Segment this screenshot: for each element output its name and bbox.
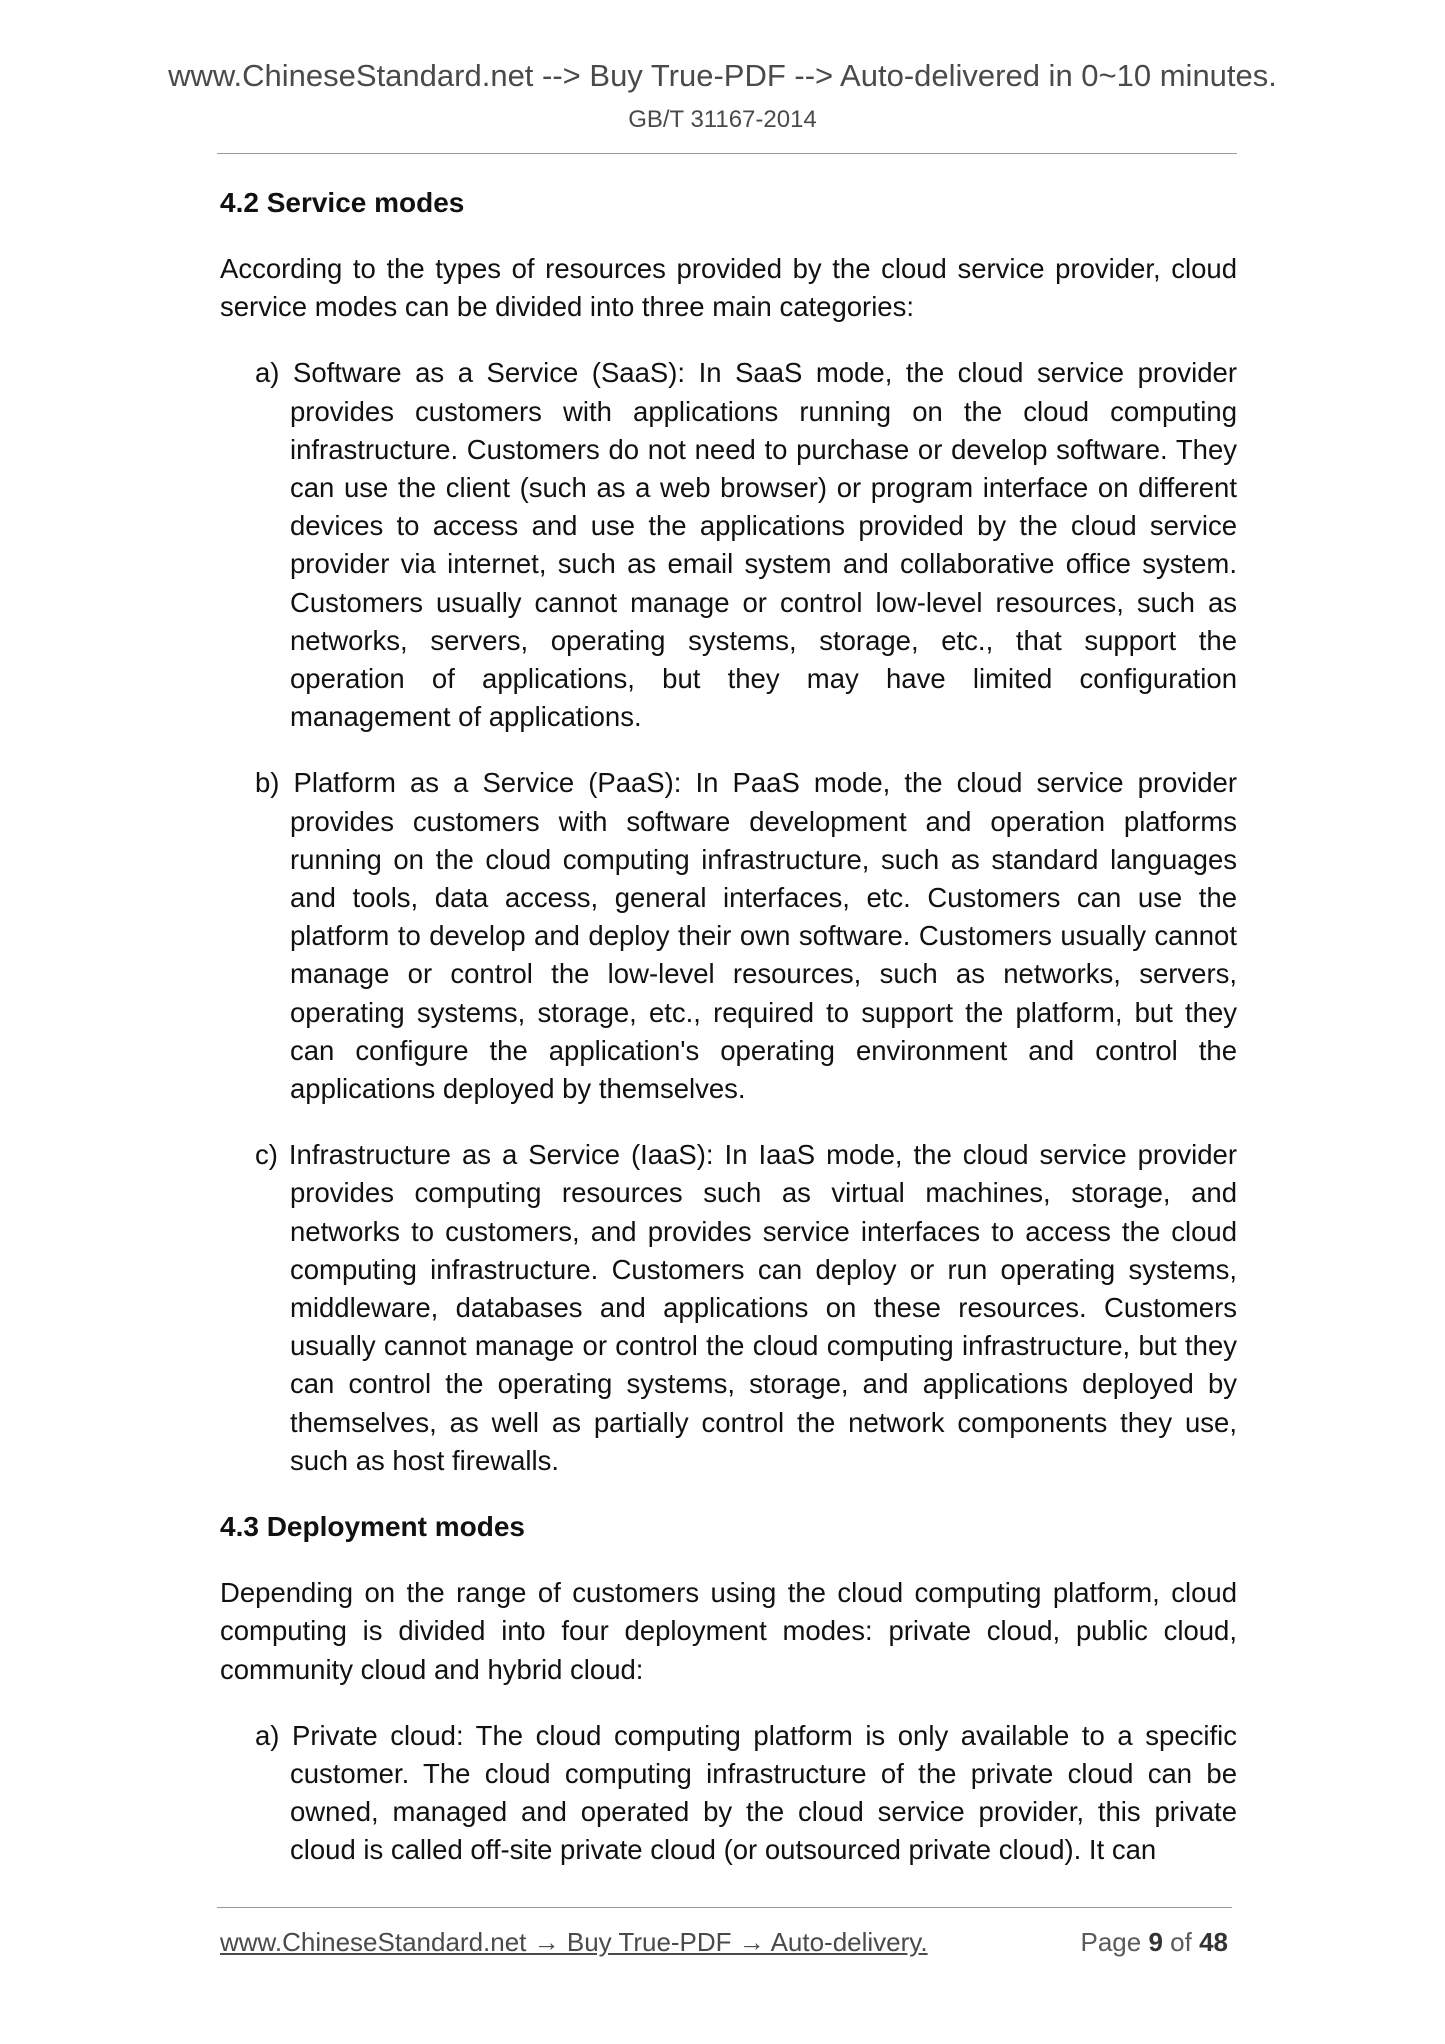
- footer-divider: [217, 1907, 1232, 1908]
- list-item-iaas: c) Infrastructure as a Service (IaaS): In IaaS mode, the cloud service provider provides computing resources such as virtual machines, storage, and networks to customers, and provides service interfaces to access the cloud computing infrastructure. Customers can deploy or run operating systems, middleware, databases and applications on these resources. Customers usually cannot manage or control the cloud computing infrastructure, but they can control the operating systems, storage, and applications deployed by themselves, as well as partially control the network components they use, such as host firewalls.: [255, 1139, 1237, 1476]
- page-indicator: [1080, 1927, 1228, 1958]
- page-number: 9: [1148, 1927, 1163, 1957]
- document-body: [220, 184, 1237, 1898]
- of-label: of: [1170, 1927, 1192, 1957]
- list-item-saas: a) Software as a Service (SaaS): In SaaS mode, the cloud service provider provides customers with applications running on the cloud computing infrastructure. Customers do not need to purchase or develop software. They can use the client (such as a web browser) or program interface on different devices to access and use the applications provided by the cloud service provider via internet, such as email system and collaborative office system. Customers usually cannot manage or control low-level resources, such as networks, servers, operating systems, storage, etc., that support the operation of applications, but they may have limited configuration management of applications.: [255, 357, 1237, 733]
- list-item-paas: b) Platform as a Service (PaaS): In PaaS mode, the cloud service provider provides customers with software development and operation platforms running on the cloud computing infrastructure, such as standard languages and tools, data access, general interfaces, etc. Customers can use the platform to develop and deploy their own software. Customers usually cannot manage or control the low-level resources, such as networks, servers, operating systems, storage, etc., required to support the platform, but they can configure the application's operating environment and control the applications deployed by themselves.: [255, 767, 1237, 1105]
- section-intro-4-3: Depending on the range of customers using the cloud computing platform, cloud computing is divided into four deployment modes: private cloud, public cloud, community cloud and hybrid cloud:: [220, 1577, 1237, 1685]
- total-pages: 48: [1199, 1927, 1228, 1957]
- standard-id: GB/T 31167-2014: [628, 106, 817, 133]
- section-heading-4-2: 4.2 Service modes: [220, 187, 465, 218]
- footer-link[interactable]: www.ChineseStandard.net → Buy True-PDF → Auto-delivery.: [220, 1927, 928, 1957]
- header-banner: www.ChineseStandard.net --> Buy True-PDF --> Auto-delivered in 0~10 minutes.: [168, 58, 1277, 93]
- section-heading-4-3: 4.3 Deployment modes: [220, 1511, 525, 1543]
- list-item-private-cloud: a) Private cloud: The cloud computing platform is only available to a specific customer. The cloud computing infrastructure of the private cloud can be owned, managed and operated by the cloud service provider, this private cloud is called off-site private cloud (or outsourced private cloud). It can: [255, 1719, 1237, 1866]
- page-label: Page: [1080, 1927, 1142, 1957]
- header-divider: [217, 153, 1237, 154]
- section-intro-4-2: According to the types of resources provided by the cloud service provider, cloud service modes can be divided into three main categories:: [220, 253, 1237, 323]
